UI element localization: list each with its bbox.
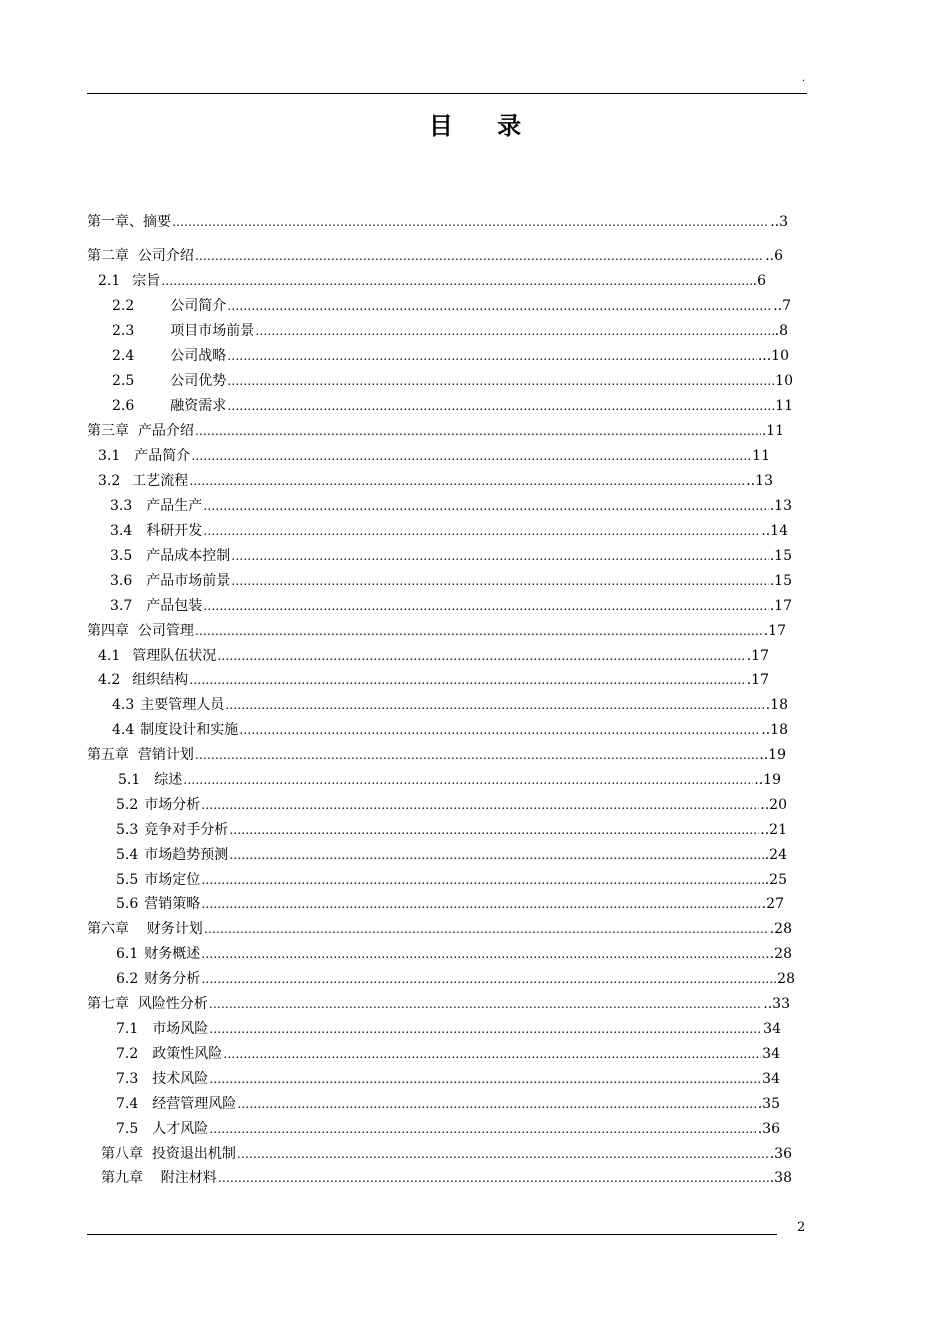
toc-entry: [87, 745, 786, 765]
toc-entry: [110, 596, 792, 616]
toc-entry-title: 第一章、摘要: [87, 214, 171, 230]
toc-entry-number: 3.1: [98, 448, 121, 464]
toc-entry: [116, 944, 792, 964]
toc-entry-number: 7.2: [116, 1046, 139, 1062]
toc-entry-number: 4.3: [112, 697, 135, 713]
toc-entry-page: .28: [769, 921, 792, 937]
toc-entry: [110, 521, 788, 541]
toc-entry-title: 产品包装: [146, 598, 203, 614]
toc-entry-page: .11: [761, 423, 784, 439]
toc-entry-title: 工艺流程: [132, 473, 189, 489]
toc-dot-leader: [217, 646, 745, 666]
toc-entry: [110, 571, 792, 591]
toc-entry: [112, 296, 791, 316]
toc-entry: [101, 1168, 792, 1188]
toc-dot-leader: [227, 346, 757, 366]
toc-entry-title: 项目市场前景: [170, 323, 255, 339]
toc-entry: [87, 246, 783, 266]
toc-dot-leader: [203, 521, 760, 541]
toc-entry-title: 第八章 投资退出机制: [101, 1146, 236, 1162]
toc-entry-page: .35: [757, 1096, 780, 1112]
toc-entry-number: 4.1: [98, 648, 121, 664]
toc-dot-leader: [204, 919, 769, 939]
toc-entry: [118, 770, 781, 790]
toc-entry-number: 2.2: [112, 298, 135, 314]
toc-entry-page: .25: [764, 872, 787, 888]
toc-entry: [116, 1044, 780, 1064]
toc-entry-number: 2.6: [112, 398, 135, 414]
toc-entry-page: .36: [757, 1121, 780, 1137]
header-mark: .: [802, 73, 806, 84]
toc-dot-leader: [161, 271, 751, 291]
toc-entry-page: ..3: [770, 214, 788, 230]
toc-entry-title: 第七章 风险性分析: [87, 996, 208, 1012]
toc-entry-page: .17: [763, 623, 786, 639]
toc-entry: [112, 695, 788, 715]
toc-dot-leader: [229, 820, 759, 840]
toc-entry-page: .27: [761, 896, 784, 912]
toc-entry-title: 宗旨: [132, 273, 161, 289]
toc-entry: [112, 720, 788, 740]
toc-entry-title: 政策性风险: [152, 1046, 223, 1062]
toc-entry-number: 5.1: [118, 772, 141, 788]
toc-entry-title: 主要管理人员: [140, 697, 225, 713]
toc-entry-title: 经营管理风险: [152, 1096, 237, 1112]
toc-entry-page: 34: [762, 1071, 780, 1087]
toc-entry-title: 公司优势: [170, 373, 227, 389]
toc-entry-title: 财务分析: [144, 971, 201, 987]
toc-entry: [110, 546, 792, 566]
toc-entry: [112, 346, 789, 366]
toc-entry: [112, 371, 793, 391]
toc-entry-page: .17: [746, 648, 769, 664]
toc-entry-title: 公司战略: [170, 348, 227, 364]
toc-entry: [116, 820, 787, 840]
toc-entry-title: 第六章 财务计划: [87, 921, 203, 937]
toc-entry: [116, 1069, 780, 1089]
toc-entry-page: 10: [775, 373, 793, 389]
toc-entry-number: 7.3: [116, 1071, 139, 1087]
toc-entry: [116, 845, 787, 865]
toc-dot-leader: [231, 546, 768, 566]
toc-entry-title: 营销策略: [144, 896, 201, 912]
toc-entry: [98, 670, 769, 690]
toc-entry-number: 5.3: [116, 822, 139, 838]
toc-entry-number: 5.2: [116, 797, 139, 813]
toc-dot-leader: [227, 296, 772, 316]
toc-dot-leader: [201, 795, 759, 815]
toc-dot-leader: [209, 1119, 756, 1139]
toc-entry-title: 综述: [154, 772, 183, 788]
toc-entry-title: 管理队伍状况: [132, 648, 217, 664]
toc-dot-leader: [201, 969, 776, 989]
toc-dot-leader: [191, 446, 751, 466]
toc-entry-title: 科研开发: [146, 523, 203, 539]
toc-entry-title: 市场分析: [144, 797, 201, 813]
toc-entry-title: 第四章 公司管理: [87, 623, 194, 639]
toc-entry-number: 6.1: [116, 946, 139, 962]
toc-entry-title: 技术风险: [152, 1071, 209, 1087]
toc-entry: [116, 894, 784, 914]
toc-entry-number: 5.5: [116, 872, 139, 888]
toc-dot-leader: [255, 321, 773, 341]
toc-entry-number: 3.7: [110, 598, 133, 614]
page-number: 2: [797, 1220, 806, 1235]
toc-entry-page: 11: [752, 448, 770, 464]
toc-dot-leader: [209, 1019, 762, 1039]
toc-entry-page: 34: [763, 1021, 781, 1037]
toc-entry-title: 融资需求: [170, 398, 227, 414]
toc-entry-title: 市场趋势预测: [144, 847, 229, 863]
toc-entry: [116, 795, 787, 815]
toc-entry: [87, 212, 788, 232]
toc-dot-leader: [201, 894, 760, 914]
toc-entry-page: .28: [769, 946, 792, 962]
toc-dot-leader: [201, 870, 763, 890]
toc-entry-page: ..33: [763, 996, 790, 1012]
toc-entry-title: 财务概述: [144, 946, 201, 962]
toc-dot-leader: [229, 845, 763, 865]
toc-entry: [112, 321, 788, 341]
toc-dot-leader: [209, 994, 762, 1014]
toc-dot-leader: [237, 1144, 769, 1164]
toc-dot-leader: [223, 1044, 761, 1064]
toc-entry-page: .8: [774, 323, 788, 339]
toc-entry-title: 竞争对手分析: [144, 822, 229, 838]
toc-dot-leader: [195, 621, 763, 641]
toc-entry-title: 产品成本控制: [146, 548, 231, 564]
toc-entry-page: .36: [769, 1146, 792, 1162]
toc-dot-leader: [189, 471, 745, 491]
toc-dot-leader: [227, 371, 774, 391]
toc-entry: [116, 1119, 780, 1139]
toc-entry-number: 7.1: [116, 1021, 139, 1037]
toc-entry: [110, 496, 792, 516]
toc-entry-number: 2.1: [98, 273, 121, 289]
toc-entry-page: .24: [764, 847, 787, 863]
toc-entry-page: ..21: [760, 822, 787, 838]
toc-entry-page: .17: [746, 672, 769, 688]
toc-entry-page: .6: [752, 273, 766, 289]
toc-entry-number: 7.5: [116, 1121, 139, 1137]
toc-dot-leader: [172, 212, 769, 232]
toc-entry-page: ...10: [757, 348, 789, 364]
toc-entry: [98, 646, 769, 666]
toc-entry-page: .15: [769, 573, 792, 589]
toc-entry-number: 5.6: [116, 896, 139, 912]
toc-entry-page: .15: [769, 548, 792, 564]
toc-entry-page: .18: [765, 697, 788, 713]
toc-entry-number: 2.5: [112, 373, 135, 389]
toc-entry-number: 3.6: [110, 573, 133, 589]
toc-entry-page: ..6: [765, 248, 783, 264]
page-title: 目 录: [428, 111, 540, 140]
toc-entry-number: 5.4: [116, 847, 139, 863]
toc-entry-page: ..19: [759, 747, 786, 763]
toc-entry: [87, 994, 790, 1014]
toc-dot-leader: [195, 246, 764, 266]
toc-dot-leader: [201, 944, 768, 964]
toc-entry-number: 2.4: [112, 348, 135, 364]
toc-entry-number: 4.4: [112, 722, 135, 738]
toc-entry-page: ..18: [761, 722, 788, 738]
toc-entry-page: .17: [769, 598, 792, 614]
toc-entry-number: 3.2: [98, 473, 121, 489]
toc-dot-leader: [209, 1069, 761, 1089]
toc-entry-title: 第九章 附注材料: [101, 1170, 217, 1186]
toc-entry: [98, 271, 766, 291]
toc-dot-leader: [225, 695, 764, 715]
toc-entry-title: 第五章 营销计划: [87, 747, 194, 763]
toc-dot-leader: [195, 745, 758, 765]
toc-dot-leader: [203, 596, 768, 616]
toc-dot-leader: [239, 720, 760, 740]
toc-entry-number: 3.3: [110, 498, 133, 514]
toc-entry: [116, 870, 787, 890]
toc-dot-leader: [218, 1168, 769, 1188]
toc-entry-number: 7.4: [116, 1096, 139, 1112]
toc-entry: [87, 621, 786, 641]
toc-entry: [98, 471, 773, 491]
toc-entry-page: ..7: [773, 298, 791, 314]
toc-entry-title: 第三章 产品介绍: [87, 423, 194, 439]
toc-dot-leader: [183, 770, 753, 790]
toc-entry-title: 市场风险: [152, 1021, 209, 1037]
toc-entry-title: 产品生产: [146, 498, 203, 514]
toc-entry-page: .13: [769, 498, 792, 514]
toc-entry-page: ..13: [746, 473, 773, 489]
toc-entry-title: 产品简介: [134, 448, 191, 464]
toc-entry-page: ..14: [761, 523, 788, 539]
toc-entry-page: .38: [769, 1170, 792, 1186]
toc-entry-title: 人才风险: [152, 1121, 209, 1137]
toc-entry-number: 4.2: [98, 672, 121, 688]
toc-entry-page: 11: [775, 398, 793, 414]
toc-entry-title: 第二章 公司介绍: [87, 248, 194, 264]
toc-entry: [116, 1019, 781, 1039]
toc-entry-page: 28: [777, 971, 795, 987]
toc-dot-leader: [189, 670, 745, 690]
toc-dot-leader: [237, 1094, 756, 1114]
toc-entry-number: 3.4: [110, 523, 133, 539]
toc-dot-leader: [195, 421, 761, 441]
toc-entry-title: 产品市场前景: [146, 573, 231, 589]
toc-entry-page: 34: [762, 1046, 780, 1062]
toc-entry: [112, 396, 793, 416]
toc-dot-leader: [203, 496, 768, 516]
toc-entry: [98, 446, 770, 466]
toc-dot-leader: [231, 571, 768, 591]
toc-entry-number: 2.3: [112, 323, 135, 339]
toc-entry: [116, 1094, 780, 1114]
toc-entry: [116, 969, 795, 989]
toc-dot-leader: [227, 396, 774, 416]
toc-entry-number: 6.2: [116, 971, 139, 987]
toc-entry-page: ..19: [754, 772, 781, 788]
toc-entry: [87, 421, 784, 441]
toc-entry-title: 组织结构: [132, 672, 189, 688]
footer-rule: [87, 1234, 777, 1235]
toc-entry: [87, 919, 792, 939]
toc-entry-title: 公司简介: [170, 298, 227, 314]
toc-entry-number: 3.5: [110, 548, 133, 564]
toc-entry-page: ..20: [760, 797, 787, 813]
toc-entry-title: 制度设计和实施: [140, 722, 239, 738]
toc-entry-title: 市场定位: [144, 872, 201, 888]
toc-entry: [101, 1144, 792, 1164]
